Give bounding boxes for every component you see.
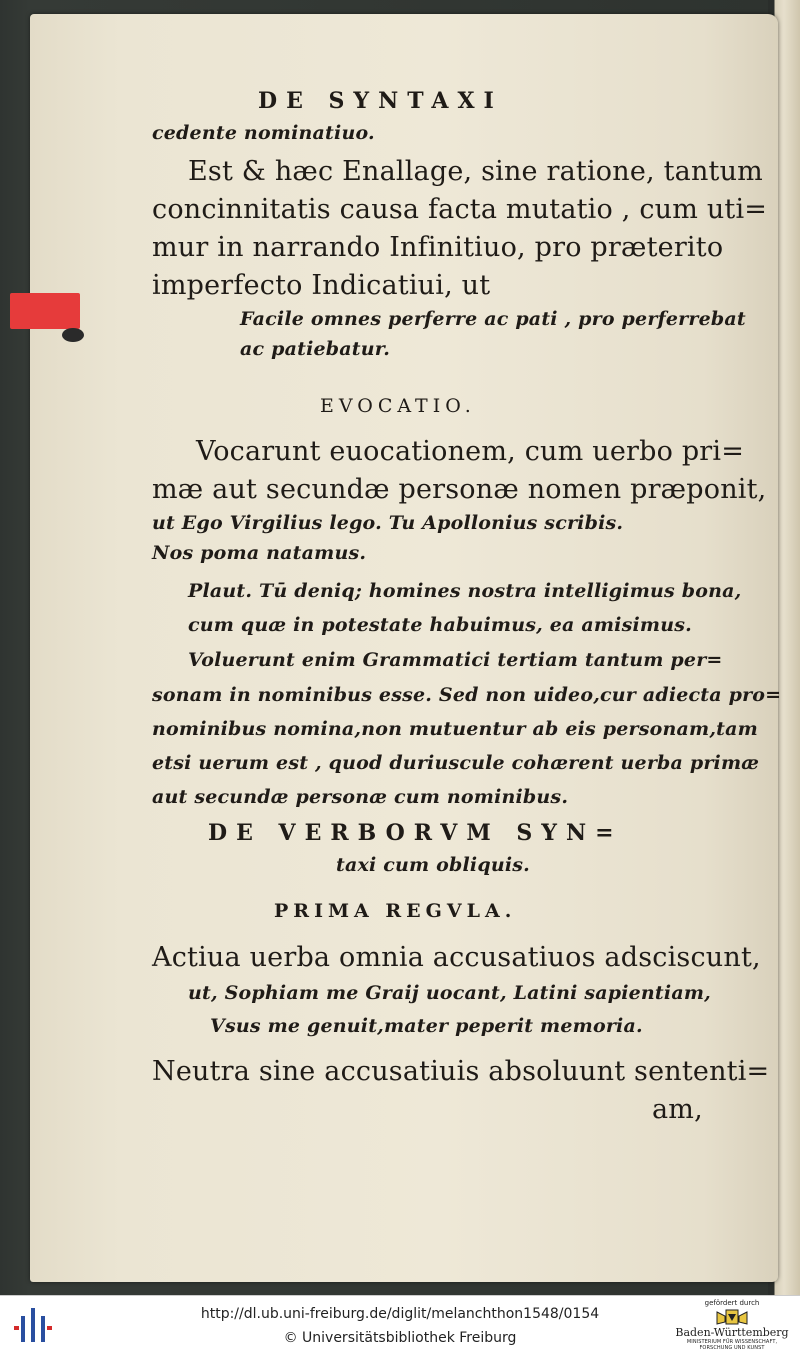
book-page	[30, 14, 782, 1282]
footer-url[interactable]: http://dl.ub.uni-freiburg.de/diglit/melanchthon1548/0154	[200, 1306, 600, 1322]
text-line-25: Vsus me genuit,mater peperit memoria.	[210, 1015, 643, 1037]
text-line-16: sonam in nominibus esse. Sed non uideo,cur adiecta pro=	[152, 684, 782, 706]
section-heading-verborum: DE VERBORVM SYN=	[208, 820, 623, 846]
text-line-4: mur in narrando Infinitiuo, pro præterito	[152, 232, 724, 263]
sponsor-block	[672, 1299, 792, 1351]
text-line-11: ut Ego Virgilius lego. Tu Apollonius scribis.	[152, 512, 624, 534]
text-line-17: nominibus nomina,non mutuentur ab eis personam,tam	[152, 718, 758, 740]
text-line-21: taxi cum obliquis.	[336, 854, 530, 876]
running-head: DE SYNTAXI	[258, 88, 503, 114]
text-line-15: Voluerunt enim Grammatici tertiam tantum per=	[188, 649, 723, 671]
sponsor-subtitle: MINISTERIUM FÜR WISSENSCHAFT, FORSCHUNG UND KUNST	[686, 1339, 778, 1351]
footer-bar	[0, 1295, 800, 1354]
section-heading-prima-regula: PRIMA REGVLA.	[274, 900, 517, 922]
text-line-5: imperfecto Indicatiui, ut	[152, 270, 491, 301]
text-line-12: Nos poma natamus.	[152, 542, 367, 564]
sponsor-top-text: gefördert durch	[704, 1299, 760, 1307]
text-line-7: ac patiebatur.	[240, 338, 391, 360]
text-line-10: mæ aut secundæ personæ nomen præponit,	[152, 474, 767, 505]
ink-blot	[62, 328, 84, 342]
bw-crest-icon	[713, 1308, 751, 1326]
text-line-19: aut secundæ personæ cum nominibus.	[152, 786, 569, 808]
text-line-1: cedente nominatiuo.	[152, 122, 375, 144]
text-line-18: etsi uerum est , quod duriuscule cohærent uerba primæ	[152, 752, 760, 774]
sponsor-name: Baden-Württemberg	[675, 1326, 789, 1339]
bookmark-tab	[10, 293, 80, 329]
section-heading-evocatio: EVOCATIO.	[320, 395, 476, 417]
text-line-13: Plaut. Tū deniq; homines nostra intelligimus bona,	[188, 580, 742, 602]
text-line-9: Vocarunt euocationem, cum uerbo pri=	[196, 436, 745, 467]
text-line-3: concinnitatis causa facta mutatio , cum uti=	[152, 194, 768, 225]
catchword: am,	[652, 1094, 703, 1125]
footer-copyright: © Universitätsbibliothek Freiburg	[283, 1330, 517, 1346]
text-line-24: ut, Sophiam me Graij uocant, Latini sapientiam,	[188, 982, 711, 1004]
text-line-26: Neutra sine accusatiuis absoluunt sententi=	[152, 1056, 770, 1087]
text-line-6: Facile omnes perferre ac pati , pro perferrebat	[240, 308, 746, 330]
text-line-14: cum quæ in potestate habuimus, ea amisimus.	[188, 614, 692, 636]
text-line-2: Est & hæc Enallage, sine ratione, tantum	[188, 156, 763, 187]
text-line-23: Actiua uerba omnia accusatiuos adsciscunt,	[152, 942, 761, 973]
